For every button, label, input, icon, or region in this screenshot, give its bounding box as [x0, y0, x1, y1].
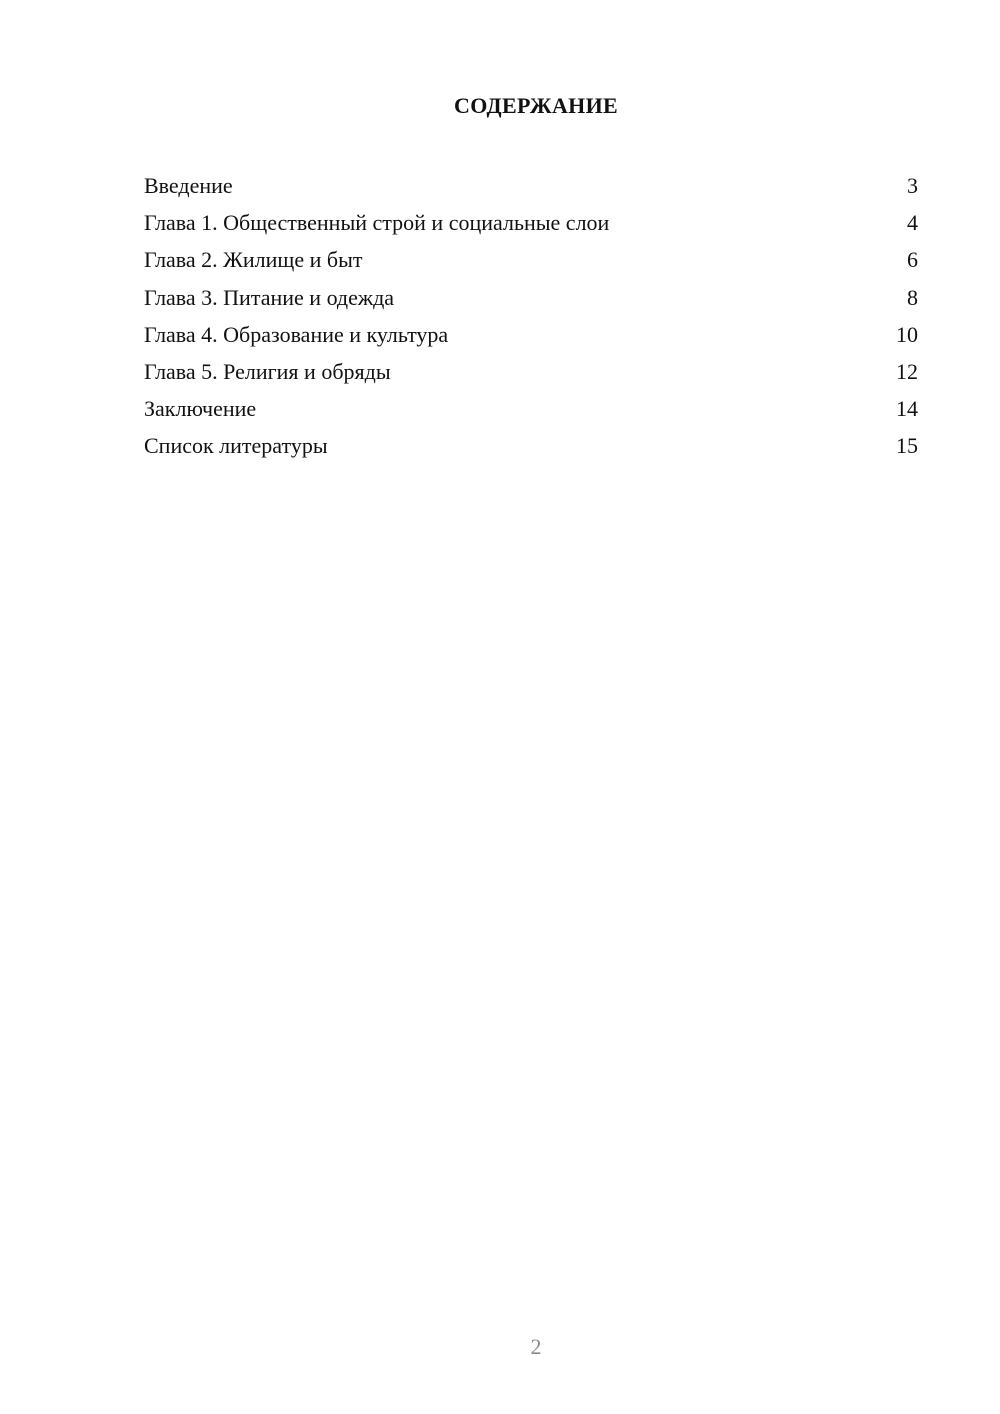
toc-entry-page: 6 [907, 247, 918, 273]
toc-entry-chapter-4 [144, 316, 918, 353]
toc-entry-page: 15 [896, 433, 918, 459]
toc-entry-page: 10 [896, 321, 918, 347]
toc-entry-label: Заключение [144, 396, 257, 422]
page-title: СОДЕРЖАНИЕ [454, 93, 618, 118]
table-of-contents [144, 167, 918, 465]
toc-entry-bibliography [144, 427, 918, 464]
toc-entry-page: 8 [907, 284, 918, 310]
toc-entry-label: Глава 4. Образование и культура [144, 321, 449, 347]
toc-entry-label: Глава 3. Питание и одежда [144, 284, 395, 310]
toc-entry-page: 12 [896, 358, 918, 384]
toc-entry-chapter-1 [144, 204, 918, 241]
toc-entry-page: 3 [907, 173, 918, 198]
toc-entry-label: Глава 5. Религия и обряды [144, 358, 391, 384]
toc-entry-introduction [144, 167, 918, 204]
toc-entry-page: 4 [907, 210, 918, 236]
toc-entry-label: Введение [144, 173, 233, 198]
page-number: 2 [530, 1334, 542, 1359]
toc-entry-label: Список литературы [144, 433, 328, 459]
toc-entry-label: Глава 1. Общественный строй и социальные слои [144, 210, 610, 236]
toc-entry-chapter-2 [144, 241, 918, 278]
toc-entry-chapter-3 [144, 279, 918, 316]
toc-entry-page: 14 [896, 396, 918, 422]
toc-entry-chapter-5 [144, 353, 918, 390]
toc-entry-label: Глава 2. Жилище и быт [144, 247, 363, 273]
toc-entry-conclusion [144, 390, 918, 427]
